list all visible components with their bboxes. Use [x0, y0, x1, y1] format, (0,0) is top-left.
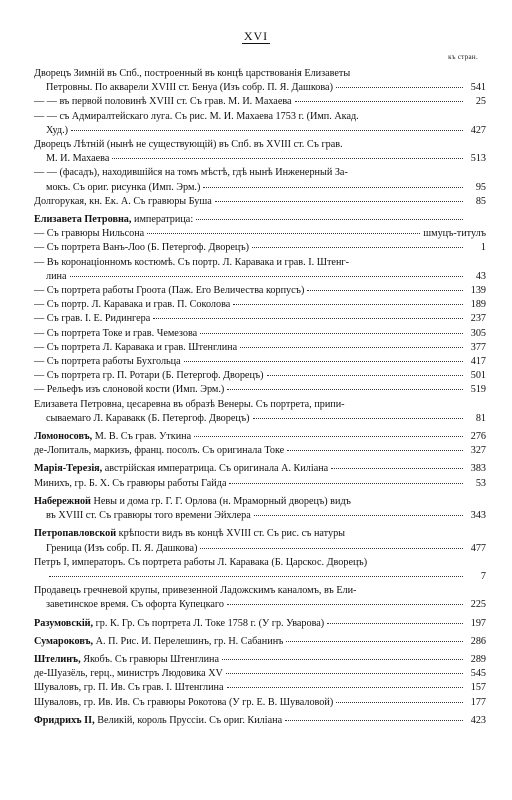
entry-text: де-Шуазёль, герц., министръ Людовика XV: [34, 668, 223, 680]
index-entry: [34, 696, 486, 710]
dot-leader: [227, 603, 463, 605]
page-ref: 289: [470, 653, 486, 665]
entry-line: [34, 227, 486, 241]
index-entry: [34, 653, 486, 667]
entry-line: [34, 181, 486, 195]
page-ref: 53: [475, 477, 486, 489]
entry-line: [34, 124, 486, 138]
entry-line: [34, 598, 486, 612]
dot-leader: [200, 547, 463, 549]
entry-line: [34, 444, 486, 458]
index-entry: [34, 383, 486, 397]
entry-text: Шуваловъ, гр. Ив. Ив. Съ гравюры Рокотова (У гр. Е. В. Шуваловой): [34, 696, 334, 708]
page-ref: 81: [475, 412, 486, 424]
entry-line: [34, 477, 486, 491]
entry-text: — — въ первой половинѣ XVIII ст. Съ грав. М. И. Махаева: [34, 96, 292, 108]
entry-line: [34, 341, 486, 355]
entry-text: — Съ портр. Л. Каравака и грав. П. Соколова: [34, 299, 231, 311]
entry-text: — Съ портрета Токе и грав. Чемезова: [34, 327, 198, 339]
entry-line: [34, 95, 486, 109]
dot-leader: [307, 289, 463, 291]
page-ref: 343: [470, 510, 486, 522]
index-entry: [34, 681, 486, 695]
dot-leader: [229, 482, 463, 484]
dot-leader: [184, 360, 463, 362]
entry-line: [34, 138, 486, 152]
page-ref: 541: [470, 82, 486, 94]
entry-line: [34, 412, 486, 426]
index-entry: [34, 617, 486, 631]
entry-text: Греница (Изъ собр. П. Я. Дашкова): [46, 542, 198, 554]
entry-line: [34, 213, 486, 227]
page-number: XVI: [243, 29, 269, 43]
index-entry: [34, 341, 486, 355]
page-ref: 95: [475, 181, 486, 193]
entry-line: [34, 430, 486, 444]
entry-text: Елизавета Петровна, цесаревна въ образѣ Венеры. Съ портрета, припи-: [34, 398, 345, 410]
entry-text: Минихъ, гр. Б. Х. Съ гравюры работы Гайда: [34, 477, 227, 489]
index-entries: [34, 67, 486, 728]
index-entry: [34, 430, 486, 444]
index-entry: [34, 256, 486, 284]
entry-line: [34, 152, 486, 166]
entry-line: [34, 714, 486, 728]
index-entry: [34, 556, 486, 584]
entry-line: [34, 327, 486, 341]
entry-text: Продавецъ гречневой крупы, привезенной Ладожскимъ каналомъ, въ Ели-: [34, 585, 357, 597]
entry-text: Петропавловской крѣпости видъ въ концѣ XVIII ст. Съ рис. съ натуры: [34, 528, 346, 540]
index-entry: [34, 110, 486, 138]
page-ref: 189: [470, 299, 486, 311]
entry-line: [34, 495, 486, 509]
entry-text: Петровны. По акварели XVIII ст. Бенуа (Изъ собр. П. Я. Дашкова): [46, 82, 333, 94]
column-header: къ стран.: [448, 53, 478, 61]
entry-text: Долгорукая, кн. Ек. А. Съ гравюры Буша: [34, 195, 212, 207]
index-entry: [34, 138, 486, 166]
entry-line: [34, 509, 486, 523]
page-ref: 513: [470, 153, 486, 165]
entry-line: [34, 355, 486, 369]
index-entry: [34, 444, 486, 458]
dot-leader: [295, 100, 463, 102]
index-entry: [34, 635, 486, 649]
page-ref: 305: [470, 327, 486, 339]
entry-line: [34, 312, 486, 326]
entry-text: — Съ портрета гр. П. Ротари (Б. Петергоф. Дворецъ): [34, 370, 264, 382]
entry-text: — Съ портрета работы Бухгольца: [34, 356, 181, 368]
entry-text: заветинское время. Съ офорта Купецкаго: [46, 599, 224, 611]
dot-leader: [112, 157, 463, 159]
page-ref: 225: [470, 599, 486, 611]
page-ref: 25: [475, 96, 486, 108]
entry-line: [34, 383, 486, 397]
dot-leader: [194, 435, 463, 437]
entry-text: М. И. Махаева: [46, 153, 110, 165]
entry-heading: Елизавета Петровна,: [34, 214, 132, 226]
page-ref: 545: [470, 668, 486, 680]
entry-text: Штелинъ, Якобъ. Съ гравюры Штенглина: [34, 653, 219, 665]
dot-leader: [254, 514, 463, 516]
dot-leader: [287, 449, 463, 451]
entry-line: [34, 584, 486, 598]
index-entry: [34, 355, 486, 369]
index-entry: [34, 67, 486, 95]
entry-text: мокъ. Съ ориг. рисунка (Имп. Эрм.): [46, 181, 201, 193]
entry-text: Дворецъ Зимній въ Спб., построенный въ концѣ царствованія Елизаветы: [34, 68, 351, 79]
dot-leader: [233, 303, 463, 305]
entry-heading: Штелинъ,: [34, 653, 81, 665]
index-entry: [34, 298, 486, 312]
entry-line: [34, 635, 486, 649]
page-ref: 417: [470, 356, 486, 368]
entry-text: Дворецъ Лѣтній (нынѣ не существующій) въ Спб. въ XVIII ст. Съ грав.: [34, 139, 343, 151]
entry-line: [34, 110, 486, 124]
entry-text: Сумароковъ, А. П. Рис. И. Перелешинъ, гр. Н. Сабанинъ: [34, 635, 284, 647]
page-ref: 197: [470, 617, 486, 629]
dot-leader: [253, 417, 464, 419]
entry-line: [34, 696, 486, 710]
entry-heading: Набережной: [34, 495, 91, 507]
index-entry: [34, 213, 486, 227]
index-entry: [34, 398, 486, 426]
entry-line: [34, 542, 486, 556]
entry-line: [34, 527, 486, 541]
entry-heading: Фридрихъ II,: [34, 714, 95, 726]
entry-line: [34, 256, 486, 270]
dot-leader: [267, 374, 463, 376]
dot-leader: [203, 186, 463, 188]
index-entry: [34, 195, 486, 209]
entry-text: — Съ грав. I. Е. Ридингера: [34, 313, 151, 325]
page-ref: 177: [470, 696, 486, 708]
entry-line: [34, 681, 486, 695]
page-ref: 383: [470, 463, 486, 475]
page-ref: 1: [480, 242, 486, 254]
entry-line: [34, 667, 486, 681]
dot-leader: [252, 246, 463, 248]
index-entry: [34, 462, 486, 476]
dot-leader: [70, 275, 463, 277]
index-entry: [34, 166, 486, 194]
entry-text: Фридрихъ II, Великій, король Пруссіи. Съ ориг. Киліана: [34, 714, 283, 726]
entry-heading: Петропавловской: [34, 528, 117, 540]
entry-line: [34, 195, 486, 209]
entry-text: Набережной Невы и дома гр. Г. Г. Орлова (н. Мраморный дворецъ) видъ: [34, 495, 351, 507]
entry-text: Ломоносовъ, М. В. Съ грав. Уткина: [34, 431, 192, 443]
dot-leader: [227, 388, 463, 390]
index-entry: [34, 95, 486, 109]
page-ref: 427: [470, 124, 486, 136]
page-ref: 157: [470, 682, 486, 694]
entry-text: въ XVIII ст. Съ гравюры того времени Эйхлера: [46, 510, 251, 522]
entry-text: Елизавета Петровна, императрица:: [34, 214, 194, 226]
dot-leader: [227, 686, 464, 688]
entry-line: [34, 398, 486, 412]
entry-line: [34, 284, 486, 298]
entry-line: [34, 67, 486, 81]
index-entry: [34, 495, 486, 523]
entry-text: лина: [46, 270, 67, 282]
dot-leader: [327, 622, 463, 624]
page-ref: 327: [470, 445, 486, 457]
entry-line: [34, 81, 486, 95]
entry-line: [34, 270, 486, 284]
index-entry: [34, 714, 486, 728]
page-ref: 286: [470, 635, 486, 647]
entry-line: [34, 462, 486, 476]
index-entry: [34, 477, 486, 491]
entry-text: де-Лопиталь, маркизъ, франц. посолъ. Съ оригинала Токе: [34, 445, 285, 457]
index-entry: [34, 327, 486, 341]
dot-leader: [286, 640, 463, 642]
index-entry: [34, 584, 486, 612]
entry-line: [34, 556, 486, 570]
page-ref: шмуцъ-титулъ: [423, 228, 486, 240]
dot-leader: [240, 346, 463, 348]
entry-text: — Съ портрета работы Гроота (Паж. Его Величества корпусъ): [34, 285, 305, 297]
entry-heading: Ломоносовъ,: [34, 431, 93, 443]
page-ref: 501: [470, 370, 486, 382]
dot-leader: [147, 232, 420, 234]
entry-text: — — съ Адмиралтейскаго луга. Съ рис. М. И. Махаева 1753 г. (Имп. Акад.: [34, 110, 359, 122]
entry-line: [34, 617, 486, 631]
dot-leader: [331, 467, 463, 469]
dot-leader: [196, 218, 463, 220]
entry-text: Разумовскій, гр. К. Гр. Съ портрета Л. Токе 1758 г. (У гр. Уварова): [34, 617, 325, 629]
entry-text: — Съ гравюры Нильсона: [34, 228, 145, 240]
page-ref: 276: [470, 431, 486, 443]
index-entry: [34, 369, 486, 383]
index-entry: [34, 312, 486, 326]
entry-text: Петръ I, императоръ. Съ портрета работы Л. Каравака (Б. Царскос. Дворецъ): [34, 556, 368, 568]
page-ref: 519: [470, 384, 486, 396]
entry-line: [34, 369, 486, 383]
entry-text: — Въ коронаціонномъ костюмѣ. Съ портр. Л. Каравака и грав. I. Штенг-: [34, 256, 349, 268]
page-ref: 7: [480, 570, 486, 582]
entry-line: [34, 570, 486, 584]
dot-leader: [49, 575, 463, 577]
entry-text: Марія-Терезія, австрійская императрица. Съ оригинала А. Киліана: [34, 463, 329, 475]
entry-text: Шуваловъ, гр. П. Ив. Съ грав. I. Штенглина: [34, 682, 224, 694]
entry-line: [34, 298, 486, 312]
entry-line: [34, 653, 486, 667]
dot-leader: [71, 129, 463, 131]
page-ref: 43: [475, 270, 486, 282]
entry-text: Худ.): [46, 124, 69, 136]
dot-leader: [153, 317, 463, 319]
dot-leader: [336, 86, 463, 88]
page-ref: 423: [470, 714, 486, 726]
entry-line: [34, 166, 486, 180]
dot-leader: [200, 332, 463, 334]
index-entry: [34, 241, 486, 255]
index-entry: [34, 667, 486, 681]
entry-text: сываемаго Л. Каравакк (Б. Петергоф. Дворецъ): [46, 412, 250, 424]
entry-heading: Марія-Терезія,: [34, 463, 103, 475]
index-entry: [34, 527, 486, 555]
entry-heading: Разумовскій,: [34, 617, 94, 629]
page-ref: 477: [470, 542, 486, 554]
entry-text: — Рельефъ изъ слоновой кости (Имп. Эрм.): [34, 384, 225, 396]
index-entry: [34, 284, 486, 298]
index-entry: [34, 227, 486, 241]
entry-text: — Съ портрета Ванъ-Лоо (Б. Петергоф. Дворецъ): [34, 242, 250, 254]
page-ref: 139: [470, 285, 486, 297]
dot-leader: [226, 672, 463, 674]
page-ref: 377: [470, 341, 486, 353]
page-ref: 85: [475, 195, 486, 207]
entry-text: — — (фасадъ), находившійся на томъ мѣстѣ, гдѣ нынѣ Инженерный За-: [34, 167, 348, 179]
dot-leader: [222, 658, 463, 660]
entry-line: [34, 241, 486, 255]
page-ref: 237: [470, 313, 486, 325]
entry-text: — Съ портрета Л. Каравака и грав. Штенглина: [34, 341, 238, 353]
entry-heading: Сумароковъ,: [34, 635, 94, 647]
dot-leader: [285, 719, 463, 721]
dot-leader: [215, 200, 463, 202]
dot-leader: [336, 701, 463, 703]
